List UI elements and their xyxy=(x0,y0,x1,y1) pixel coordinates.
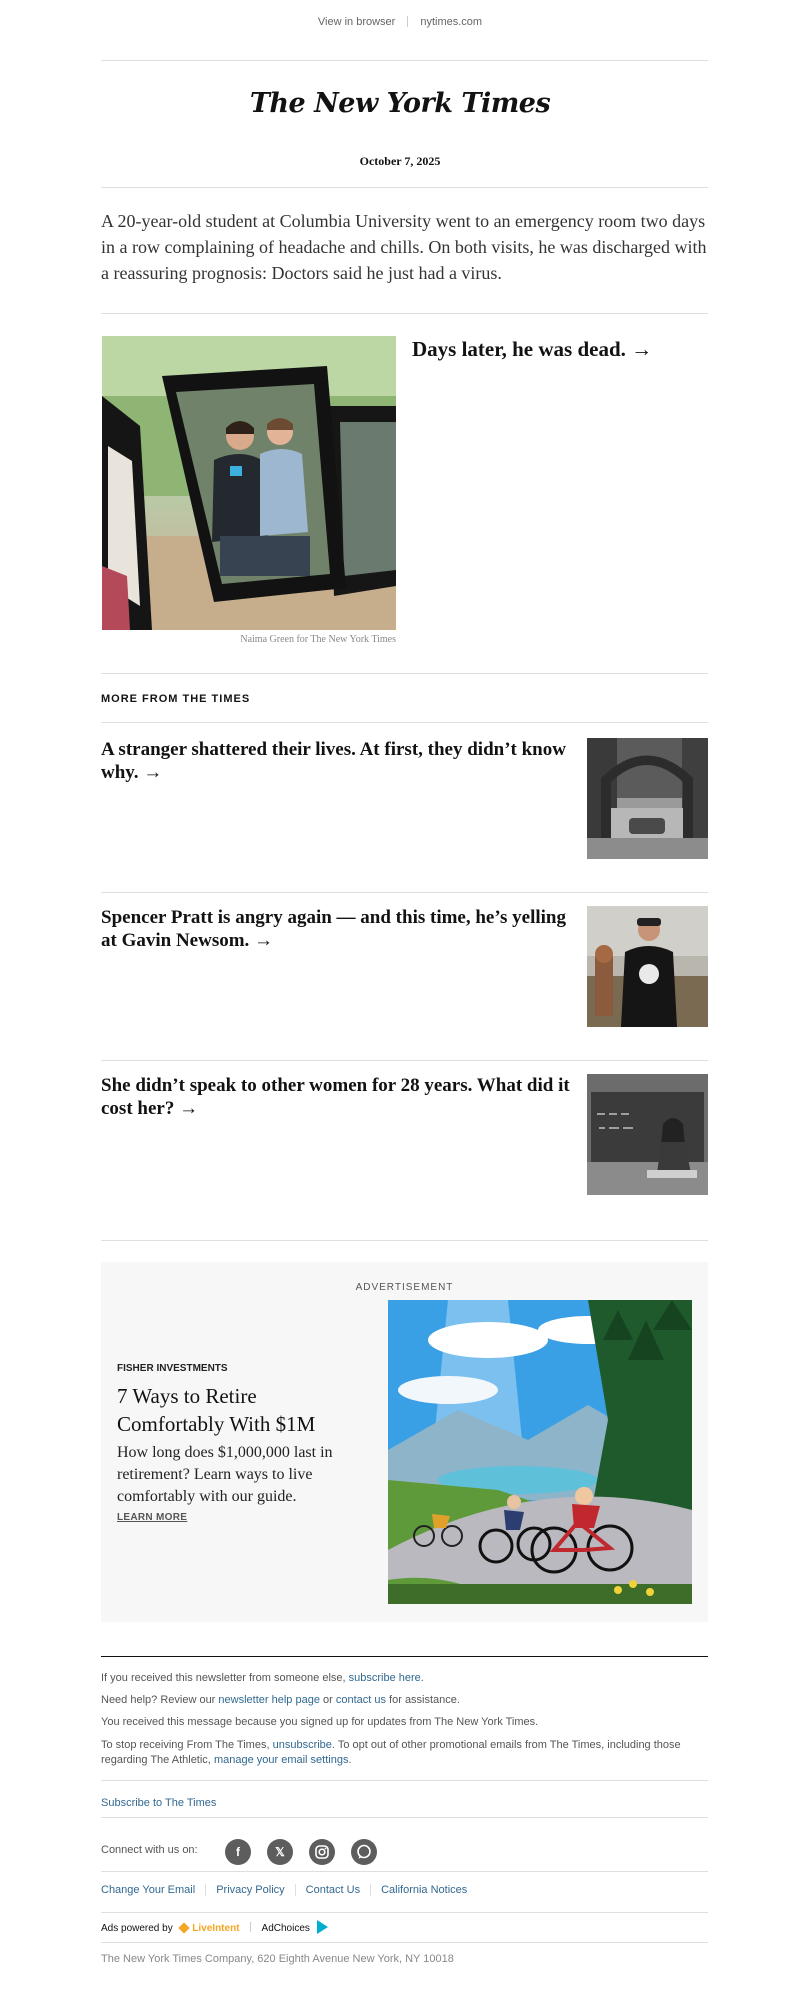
unsubscribe-link[interactable]: unsubscribe xyxy=(272,1739,332,1751)
view-in-browser-link[interactable]: View in browser xyxy=(317,16,396,28)
divider xyxy=(101,1240,708,1241)
divider xyxy=(101,1817,708,1818)
framed-photos-illustration xyxy=(102,336,396,630)
divider xyxy=(101,673,708,674)
ad-image[interactable] xyxy=(388,1300,692,1604)
advertisement[interactable] xyxy=(101,1262,708,1622)
divider xyxy=(101,722,708,723)
whatsapp-icon[interactable] xyxy=(351,1839,377,1865)
preheader xyxy=(0,16,800,28)
ads-powered-label: Ads powered by xyxy=(101,1923,173,1934)
footer-links xyxy=(101,1884,708,1896)
story-headline-link[interactable]: A stranger shattered their lives. At first, they didn’t know why. → xyxy=(101,739,566,783)
adchoices-icon[interactable] xyxy=(317,1920,328,1934)
divider xyxy=(101,1780,708,1781)
chalkboard-photo xyxy=(587,1074,708,1195)
hero-headline-link[interactable]: Days later, he was dead. → xyxy=(412,337,653,361)
footer-text: for assistance. xyxy=(389,1694,460,1706)
footer-line xyxy=(101,1671,708,1686)
photo-credit: Naima Green for The New York Times xyxy=(240,634,396,645)
footer-line xyxy=(101,1693,708,1708)
divider xyxy=(101,313,708,314)
company-address: The New York Times Company, 620 Eighth Avenue New York, NY 10018 xyxy=(101,1953,454,1965)
story-thumbnail[interactable] xyxy=(587,1074,708,1195)
divider xyxy=(101,1871,708,1872)
portrait-photo xyxy=(587,906,708,1027)
liveintent-icon xyxy=(178,1922,189,1933)
footer-text: Need help? Review our xyxy=(101,1694,216,1706)
instagram-icon[interactable] xyxy=(309,1839,335,1865)
social-row xyxy=(101,1836,708,1866)
subscribe-link[interactable]: Subscribe to The Times xyxy=(101,1797,217,1809)
newsletter-date: October 7, 2025 xyxy=(359,154,441,168)
california-notices-link[interactable]: California Notices xyxy=(370,1884,477,1896)
divider xyxy=(101,1656,708,1657)
x-icon[interactable]: 𝕏 xyxy=(267,1839,293,1865)
footer-text: . To opt out of other promotional emails from The Times, including those regarding The Athletic, xyxy=(101,1739,681,1766)
footer-line: You received this message because you signed up for updates from The New York Times. xyxy=(101,1716,539,1728)
newsletter-help-link[interactable]: newsletter help page xyxy=(218,1694,320,1706)
connect-label: Connect with us on: xyxy=(101,1844,198,1856)
lede-paragraph: A 20-year-old student at Columbia University went to an emergency room two days in a row complaining of headache and chills. On both visits, he was discharged with a reassuring prognosis: Doctors said he just had a virus. xyxy=(101,211,707,283)
liveintent-link[interactable]: LiveIntent xyxy=(192,1923,240,1934)
divider xyxy=(101,1060,708,1061)
divider xyxy=(250,1922,251,1932)
footer-text: or xyxy=(323,1694,333,1706)
divider xyxy=(101,187,708,188)
footer-text: To stop receiving From The Times, xyxy=(101,1739,270,1751)
learn-more-link[interactable]: LEARN MORE xyxy=(117,1512,188,1523)
adchoices-link[interactable]: AdChoices xyxy=(261,1923,310,1934)
subscribe-here-link[interactable]: subscribe here xyxy=(348,1672,421,1684)
footer-text: . xyxy=(420,1672,424,1684)
contact-us-link[interactable]: contact us xyxy=(335,1694,386,1706)
facebook-icon[interactable]: f xyxy=(225,1839,251,1865)
ad-label: ADVERTISEMENT xyxy=(355,1282,454,1293)
manage-email-settings-link[interactable]: manage your email settings xyxy=(213,1754,349,1766)
contact-us-link[interactable]: Contact Us xyxy=(295,1884,370,1896)
section-label: MORE FROM THE TIMES xyxy=(101,693,251,705)
footer-line xyxy=(101,1738,708,1768)
story-headline-link[interactable]: Spencer Pratt is angry again — and this time, he’s yelling at Gavin Newsom. → xyxy=(101,907,566,951)
divider xyxy=(101,60,708,61)
privacy-policy-link[interactable]: Privacy Policy xyxy=(205,1884,294,1896)
ad-title[interactable]: 7 Ways to Retire Comfortably With $1M xyxy=(117,1384,316,1436)
story-item xyxy=(101,906,708,1027)
nyt-logo[interactable]: The New York Times xyxy=(249,88,551,119)
story-thumbnail[interactable] xyxy=(587,738,708,859)
story-thumbnail[interactable] xyxy=(587,906,708,1027)
change-email-link[interactable]: Change Your Email xyxy=(101,1884,196,1896)
divider xyxy=(101,892,708,893)
divider xyxy=(101,1912,708,1913)
story-item xyxy=(101,1074,708,1195)
gate-driveway-photo xyxy=(587,738,708,859)
cyclists-illustration xyxy=(388,1300,692,1604)
ad-brand: FISHER INVESTMENTS xyxy=(117,1363,228,1374)
story-headline-link[interactable]: She didn’t speak to other women for 28 years. What did it cost her? → xyxy=(101,1075,570,1119)
story-item xyxy=(101,738,708,859)
divider xyxy=(101,1942,708,1943)
divider xyxy=(407,16,408,27)
hero-image[interactable] xyxy=(102,336,396,630)
nytimes-link[interactable]: nytimes.com xyxy=(420,16,483,28)
ads-powered-row xyxy=(101,1920,708,1934)
footer-text: If you received this newsletter from someone else, xyxy=(101,1672,346,1684)
footer-text: . xyxy=(348,1754,352,1766)
ad-body: How long does $1,000,000 last in retirement? Learn ways to live comfortably with our guide. xyxy=(117,1444,333,1505)
